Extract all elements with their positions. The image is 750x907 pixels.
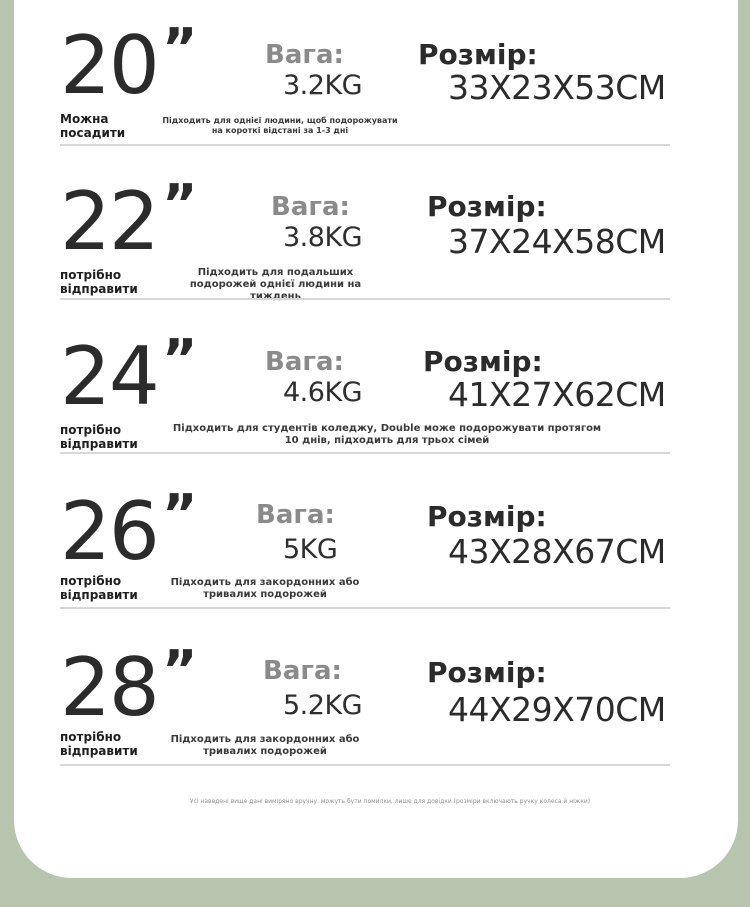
row-divider [60, 764, 670, 766]
inch-mark: ” [162, 328, 198, 391]
weight-label: Вага: [271, 192, 350, 222]
usage-note: Підходить для подальших подорожей однієї людини на тиждень [189, 267, 362, 302]
inch-mark: ” [162, 173, 198, 236]
dimensions-label: Розмір: [423, 345, 543, 378]
weight-label: Вага: [265, 40, 344, 70]
size-number: 20 [60, 19, 158, 112]
dimensions-label: Розмір: [427, 190, 547, 223]
dimensions-label: Розмір: [427, 656, 547, 689]
weight-label: Вага: [263, 656, 342, 686]
usage-tag: потрібно відправити [60, 268, 138, 296]
inch-mark: ” [162, 483, 198, 546]
weight-value: 5.2KG [283, 690, 363, 721]
footnote: Усі наведені вище дані виміряно вручну, можуть бути помилки, лише для довідки (розміри включають ручку колеса й ніжки) [189, 798, 591, 805]
dimensions-value: 44X29X70CM [448, 690, 666, 729]
row-divider [60, 452, 670, 454]
usage-tag: Можна посадити [60, 112, 126, 140]
usage-note: Підходить для закордонних або тривалих подорожей [170, 734, 360, 757]
size-row-22 [0, 173, 750, 340]
weight-value: 3.2KG [283, 70, 363, 101]
row-divider [60, 298, 670, 300]
dimensions-value: 37X24X58CM [448, 222, 666, 261]
dimensions-value: 41X27X62CM [448, 375, 666, 414]
dimensions-value: 43X28X67CM [448, 532, 666, 571]
weight-value: 4.6KG [283, 377, 363, 408]
size-row-20 [0, 17, 750, 184]
dimensions-label: Розмір: [418, 38, 538, 71]
size-number: 28 [60, 641, 158, 734]
weight-label: Вага: [265, 347, 344, 377]
usage-tag: потрібно відправити [60, 423, 138, 451]
usage-note: Підходить для однієї людини, щоб подорожувати на короткі відстані за 1-3 дні [162, 116, 398, 135]
weight-value: 3.8KG [283, 222, 363, 253]
size-number: 24 [60, 330, 158, 423]
dimensions-label: Розмір: [427, 500, 547, 533]
usage-tag: потрібно відправити [60, 730, 138, 758]
usage-note: Підходить для студентів коледжу, Double може подорожувати протягом 10 днів, підходить для трьох сімей [172, 423, 602, 446]
size-row-26 [0, 483, 750, 650]
weight-value: 5KG [283, 534, 338, 565]
inch-mark: ” [162, 17, 198, 80]
size-number: 26 [60, 485, 158, 578]
size-number: 22 [60, 175, 158, 268]
dimensions-value: 33X23X53CM [448, 68, 666, 107]
size-row-28 [0, 639, 750, 806]
usage-note: Підходить для закордонних або тривалих подорожей [170, 577, 360, 600]
weight-label: Вага: [256, 500, 335, 530]
row-divider [60, 607, 670, 609]
inch-mark: ” [162, 639, 198, 702]
row-divider [60, 144, 670, 146]
size-row-24 [0, 328, 750, 495]
usage-tag: потрібно відправити [60, 574, 138, 602]
